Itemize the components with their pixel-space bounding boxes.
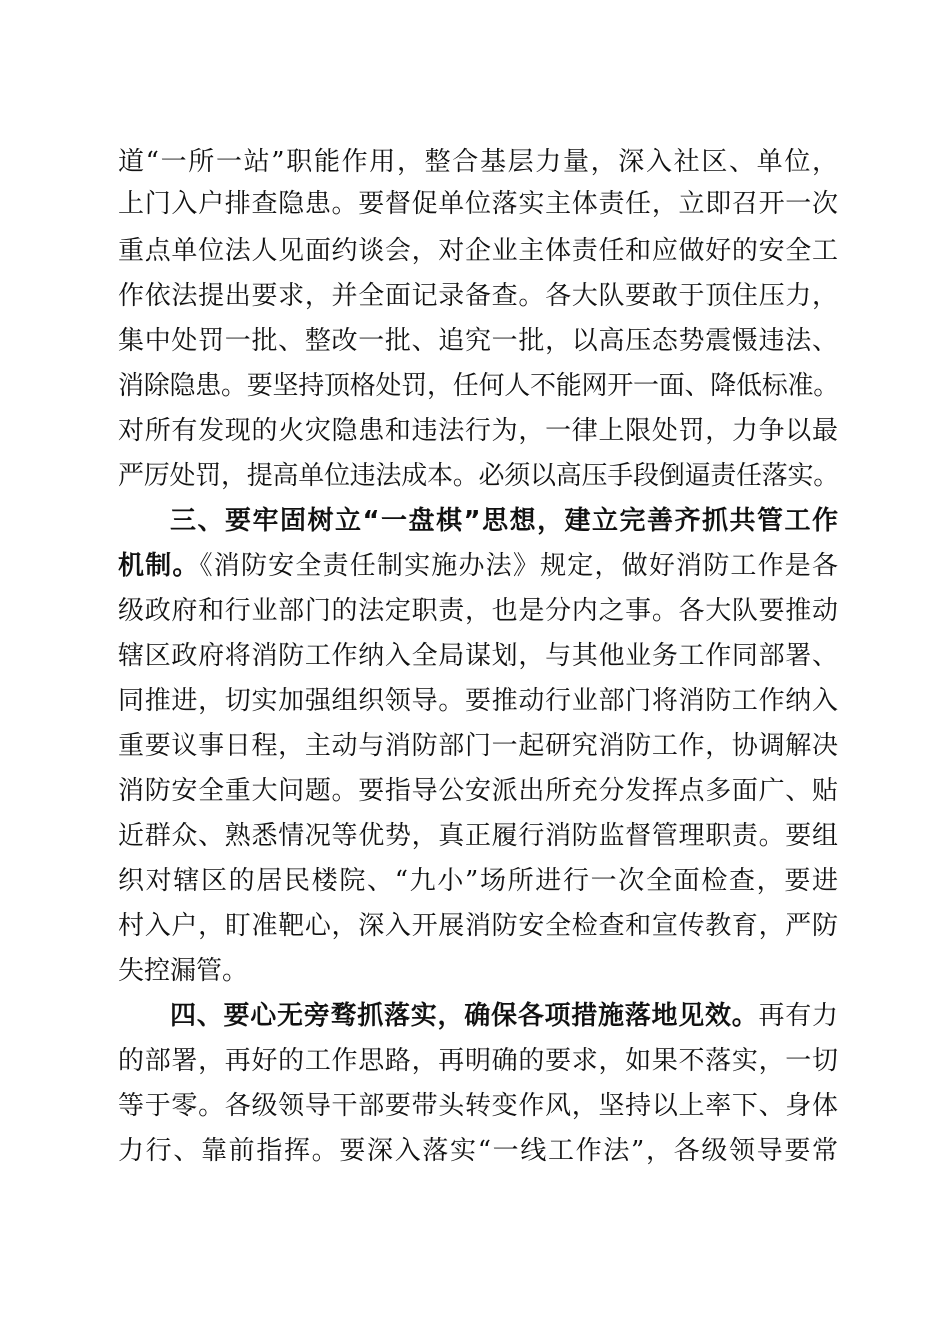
paragraph-3-line-1 [170,996,838,1036]
paragraph-2-line-3: 级政府和行业部门的法定职责，也是分内之事。各大队要推动 [118,596,838,626]
section-3-heading-line-1: 三、要牢固树立“一盘棋”思想，建立完善齐抓共管工作 [170,506,838,536]
paragraph-3-line-3: 等于零。各级领导干部要带头转变作风，坚持以上率下、身体 [118,1091,838,1121]
paragraph-3-line-1-text: 再有力 [758,1001,838,1031]
paragraph-1-line-7: 对所有发现的火灾隐患和违法行为，一律上限处罚，力争以最 [118,416,838,446]
paragraph-1-line-8: 严厉处罚，提高单位违法成本。必须以高压手段倒逼责任落实。 [118,461,840,491]
section-4-heading: 四、要心无旁骛抓落实，确保各项措施落地见效。 [170,1001,759,1031]
paragraph-1-line-4: 作依法提出要求，并全面记录备查。各大队要敢于顶住压力， [118,281,838,311]
paragraph-2-line-6: 重要议事日程，主动与消防部门一起研究消防工作，协调解决 [118,731,838,761]
paragraph-1-line-3: 重点单位法人见面约谈会，对企业主体责任和应做好的安全工 [118,236,838,266]
paragraph-2-line-7: 消防安全重大问题。要指导公安派出所充分发挥点多面广、贴 [118,776,838,806]
paragraph-1-line-6: 消除隐患。要坚持顶格处罚，任何人不能网开一面、降低标准。 [118,371,840,401]
paragraph-1-line-5: 集中处罚一批、整改一批、追究一批，以高压态势震慑违法、 [118,326,838,356]
paragraph-2-line-9: 织对辖区的居民楼院、“九小”场所进行一次全面检查，要进 [118,866,838,896]
paragraph-3-line-2: 的部署，再好的工作思路，再明确的要求，如果不落实，一切 [118,1046,838,1076]
paragraph-2-line-11: 失控漏管。 [118,956,249,986]
paragraph-2-line-4: 辖区政府将消防工作纳入全局谋划，与其他业务工作同部署、 [118,641,838,671]
paragraph-2-line-2-text: 《消防安全责任制实施办法》规定，做好消防工作是各 [199,551,838,581]
paragraph-2-line-5: 同推进，切实加强组织领导。要推动行业部门将消防工作纳入 [118,686,838,716]
paragraph-2-line-2 [118,546,838,586]
paragraph-1-line-1: 道“一所一站”职能作用，整合基层力量，深入社区、单位， [118,147,838,177]
paragraph-3-line-4: 力行、靠前指挥。要深入落实“一线工作法”，各级领导要常 [118,1136,838,1166]
section-3-heading-line-2: 机制。 [118,551,200,581]
paragraph-1-line-2: 上门入户排查隐患。要督促单位落实主体责任，立即召开一次 [118,189,838,219]
paragraph-2-line-10: 村入户，盯准靶心，深入开展消防安全检查和宣传教育，严防 [118,911,838,941]
paragraph-2-line-8: 近群众、熟悉情况等优势，真正履行消防监督管理职责。要组 [118,821,838,851]
